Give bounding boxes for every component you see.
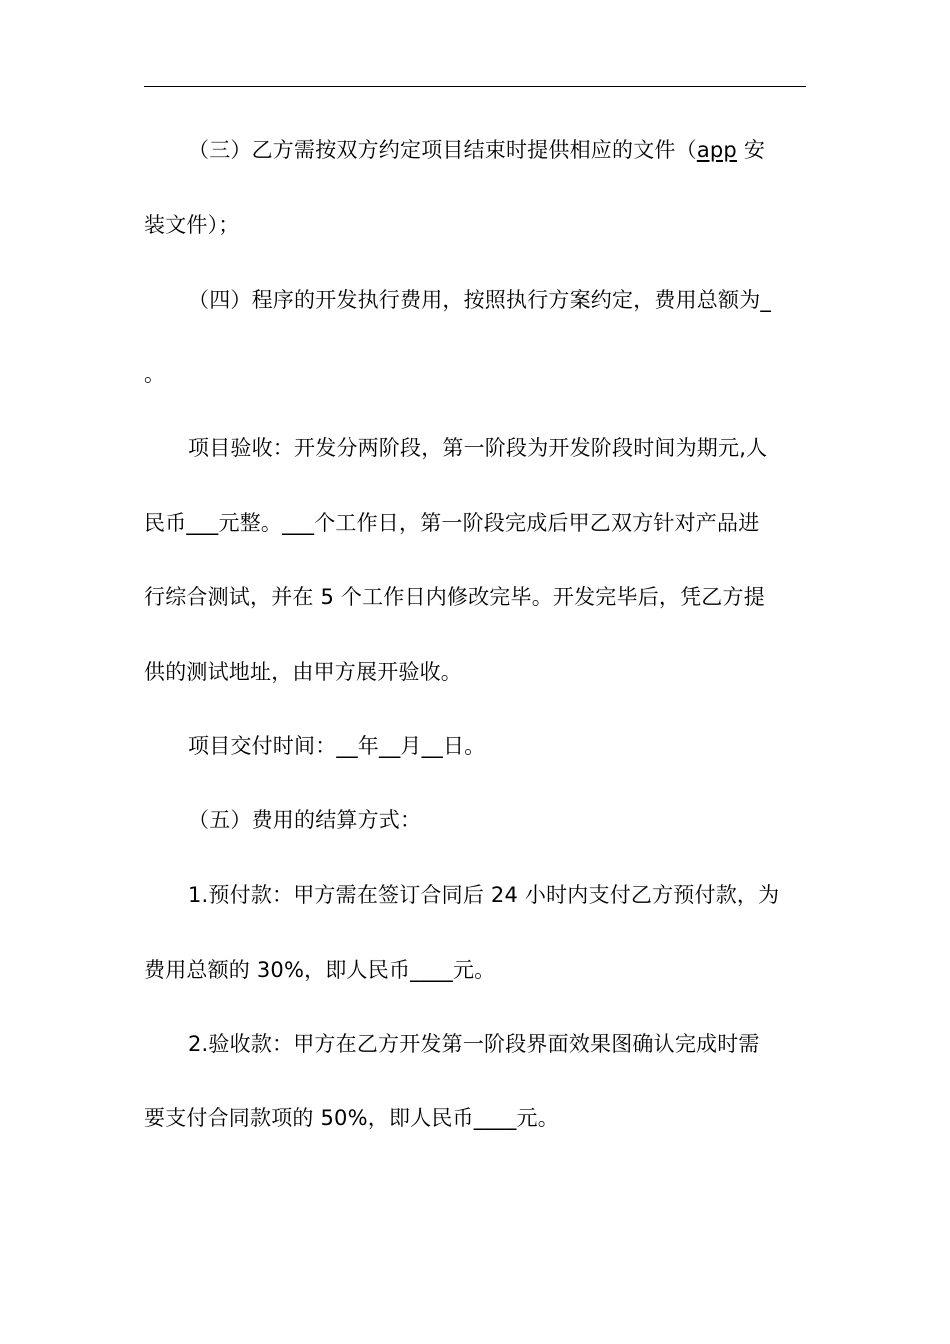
paragraph-line: 供的测试地址，由甲方展开验收。 bbox=[144, 660, 462, 684]
header-rule bbox=[144, 86, 806, 87]
paragraph-line: 项目交付时间：__年__月__日。 bbox=[188, 734, 486, 758]
paragraph-line: （三）乙方需按双方约定项目结束时提供相应的文件（app 安 bbox=[188, 138, 766, 162]
paragraph-line: 费用总额的 30%，即人民币____元。 bbox=[144, 958, 496, 982]
app-link-text: app bbox=[696, 138, 737, 162]
paragraph-line: 项目验收：开发分两阶段，第一阶段为开发阶段时间为期元,人 bbox=[188, 436, 768, 460]
paragraph-line: 行综合测试，并在 5 个工作日内修改完毕。开发完毕后，凭乙方提 bbox=[144, 585, 765, 609]
paragraph-line: 民币___元整。___个工作日，第一阶段完成后甲乙双方针对产品进 bbox=[144, 511, 760, 535]
paragraph-line: 要支付合同款项的 50%，即人民币____元。 bbox=[144, 1106, 559, 1130]
paragraph-line: 。 bbox=[144, 362, 166, 386]
paragraph-line: （四）程序的开发执行费用，按照执行方案约定，费用总额为_ bbox=[188, 288, 772, 312]
paragraph-line: 2.验收款：甲方在乙方开发第一阶段界面效果图确认完成时需 bbox=[188, 1032, 760, 1056]
paragraph-line: 装文件）； bbox=[144, 213, 240, 237]
paragraph-line: （五）费用的结算方式： bbox=[188, 808, 422, 832]
paragraph-line: 1.预付款：甲方需在签订合同后 24 小时内支付乙方预付款，为 bbox=[188, 883, 780, 907]
